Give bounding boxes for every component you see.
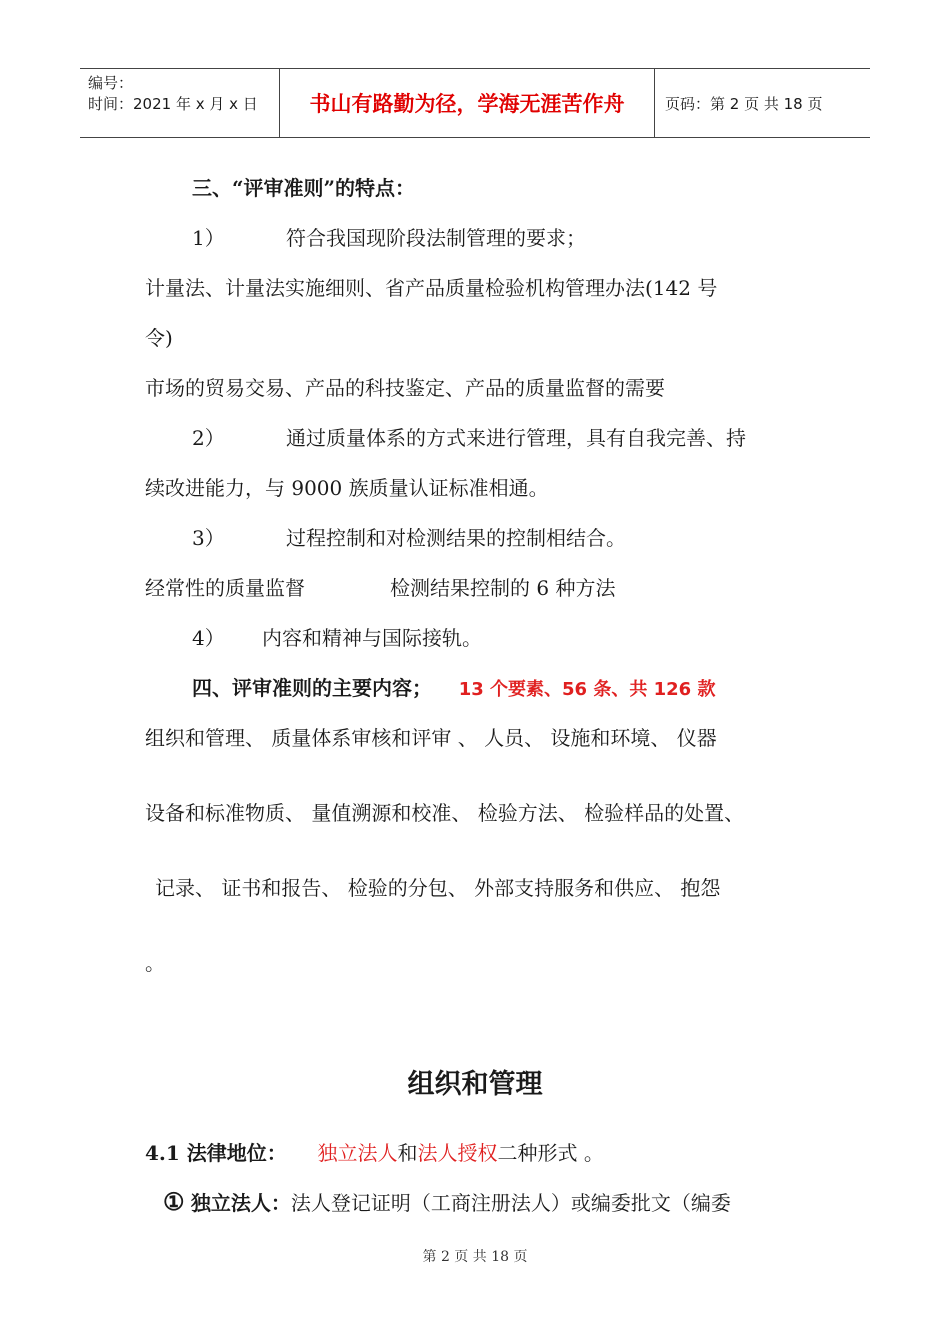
page-footer: 第 2 页 共 18 页: [422, 1249, 528, 1265]
item-3-number: 3）: [192, 526, 225, 550]
item-2-text: 通过质量体系的方式来进行管理，具有自我完善、持: [286, 426, 746, 450]
independent-text: 法人登记证明（工商注册法人）或编委批文（编委: [290, 1191, 731, 1215]
item-2-number: 2）: [192, 426, 225, 450]
org-section-title: 组织和管理: [407, 1069, 543, 1100]
item-1-text: 符合我国现阶段法制管理的要求；: [286, 226, 586, 250]
legal-rest: 二种形式 。: [497, 1141, 604, 1165]
elements-line-3: 记录、 证书和报告、 检验的分包、 外部支持服务和供应、 抱怨: [155, 876, 721, 900]
item-4-number: 4）: [192, 626, 225, 650]
header-page-info: 页码：第 2 页 共 18 页: [665, 94, 823, 113]
header-meta: [80, 69, 280, 137]
market-line: 市场的贸易交易、产品的科技鉴定、产品的质量监督的需要: [145, 376, 665, 400]
legal-authorized: 法人授权: [417, 1141, 498, 1165]
law-line-2: 令): [145, 326, 173, 350]
circled-one-marker: ①: [163, 1187, 185, 1216]
section-3-title: 三、“评审准则”的特点：: [192, 176, 416, 200]
page-header: [80, 68, 870, 138]
control-methods-text: 检测结果控制的 6 种方法: [390, 576, 616, 600]
header-motto: 书山有路勤为径，学海无涯苦作舟: [280, 69, 655, 137]
legal-independent: 独立法人: [317, 1141, 398, 1165]
supervision-text: 经常性的质量监督: [145, 576, 305, 600]
section-4-title: 四、评审准则的主要内容；: [192, 676, 432, 700]
elements-line-4: 。: [145, 951, 165, 975]
time-label: 时间：2021 年 x 月 x 日: [88, 95, 258, 113]
independent-label: 独立法人：: [190, 1191, 291, 1215]
legal-and: 和: [397, 1141, 418, 1165]
elements-line-2: 设备和标准物质、 量值溯源和校准、 检验方法、 检验样品的处置、: [145, 801, 745, 825]
legal-status-label: 4.1 法律地位：: [145, 1141, 287, 1165]
law-line-1: 计量法、计量法实施细则、省产品质量检验机构管理办法(142 号: [145, 276, 718, 300]
section-4-count: 13 个要素、56 条、共 126 款: [458, 679, 716, 700]
item-4-text: 内容和精神与国际接轨。: [262, 626, 482, 650]
item-3-text: 过程控制和对检测结果的控制相结合。: [286, 526, 626, 550]
item-2-continuation: 续改进能力，与 9000 族质量认证标准相通。: [145, 476, 549, 500]
elements-line-1: 组织和管理、 质量体系审核和评审 、 人员、 设施和环境、 仪器: [145, 726, 717, 750]
item-1-number: 1）: [192, 226, 225, 250]
number-label: 编号：: [88, 74, 134, 92]
